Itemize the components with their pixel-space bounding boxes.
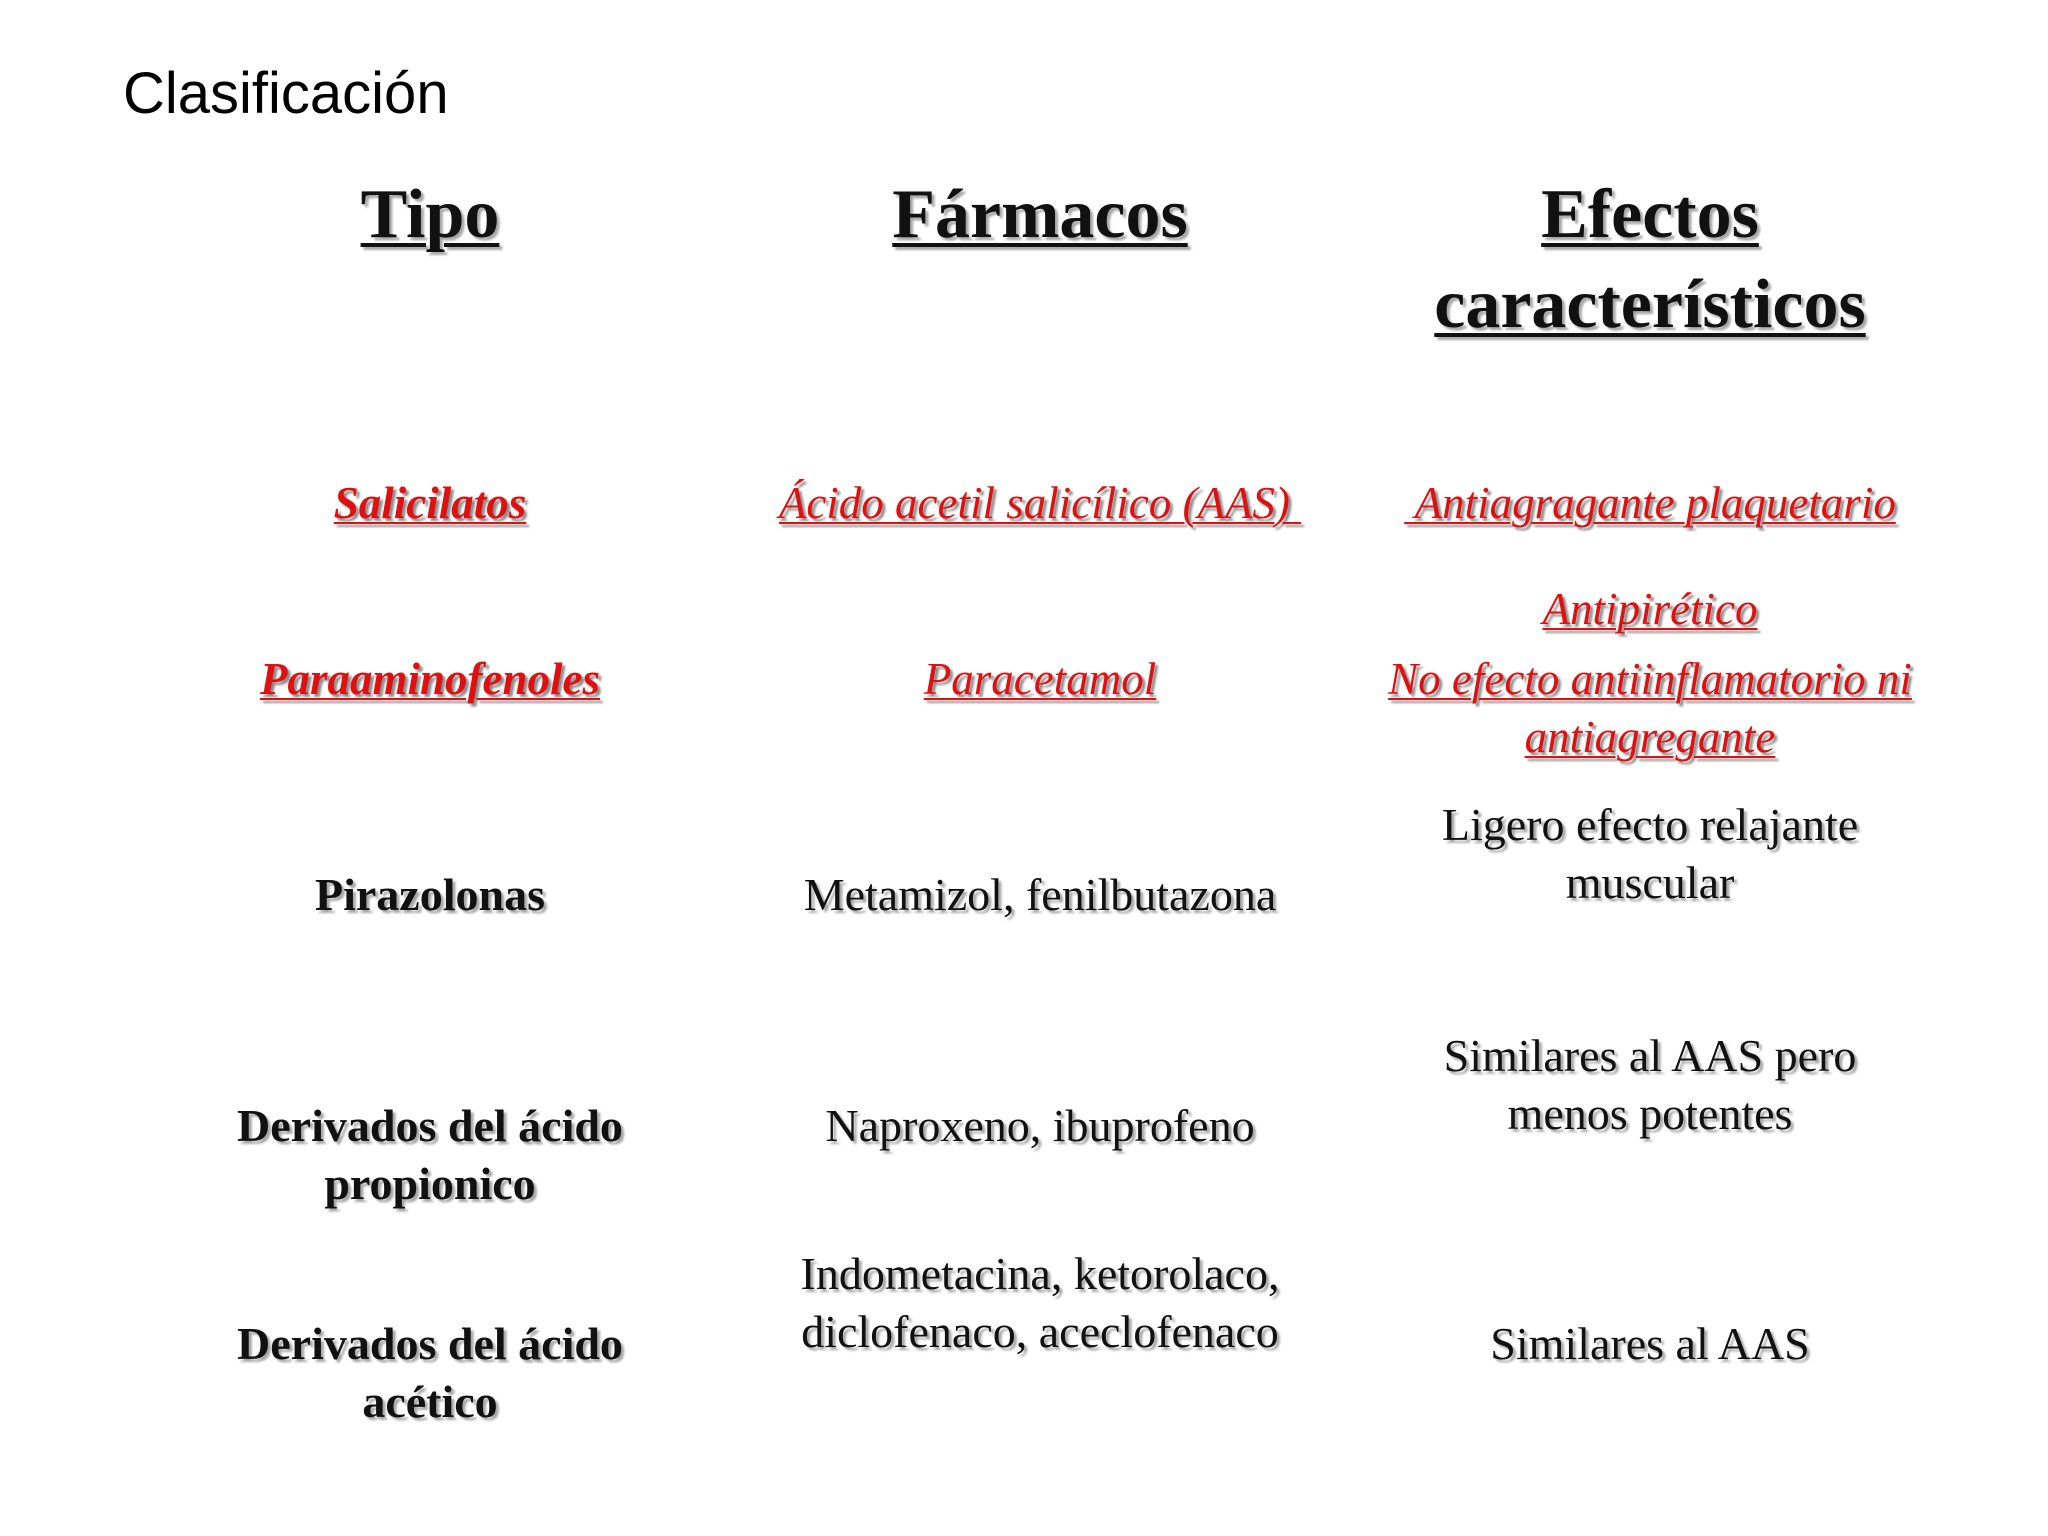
row-acetico-efectos: Similares al AAS [1490, 1318, 1810, 1369]
efecto-line: menos potentes [1507, 1088, 1793, 1139]
farmaco-line: Indometacina, ketorolaco, [800, 1248, 1280, 1299]
tipo-line: Derivados del ácido [237, 1318, 623, 1369]
efecto-no-antiinflamatorio: No efecto antiinflamatorio ni [1388, 654, 1912, 704]
row-paraaminofenoles-efectos [1360, 580, 1940, 766]
row-salicilatos-farmacos: Ácido acetil salicílico (AAS) [778, 478, 1302, 528]
row-acetico-tipo [130, 1315, 730, 1431]
header-tipo: Tipo [360, 176, 500, 253]
efecto-line: Similares al AAS pero [1443, 1030, 1857, 1081]
header-efectos-line1: Efectos [1541, 176, 1759, 253]
efecto-line: muscular [1565, 857, 1735, 908]
row-acetico-farmacos [740, 1245, 1340, 1361]
header-efectos [1360, 170, 1940, 350]
row-pirazolonas-efectos [1360, 796, 1940, 912]
header-efectos-line2: característicos [1434, 266, 1866, 343]
tipo-line: propionico [324, 1158, 536, 1209]
row-pirazolonas-farmacos: Metamizol, fenilbutazona [803, 869, 1277, 920]
slide-title: Clasificación [123, 61, 449, 126]
row-paraaminofenoles-tipo: Paraaminofenoles [259, 654, 600, 704]
tipo-line: Derivados del ácido [237, 1100, 623, 1151]
efecto-line: Ligero efecto relajante [1441, 799, 1859, 850]
tipo-line: acético [362, 1376, 498, 1427]
row-pirazolonas-tipo: Pirazolonas [315, 869, 545, 920]
efecto-antiagregante: antiagregante [1524, 712, 1776, 762]
row-salicilatos-efectos: Antiagragante plaquetario [1404, 478, 1896, 528]
header-farmacos: Fármacos [892, 176, 1188, 253]
row-paraaminofenoles-farmacos: Paracetamol [923, 654, 1157, 704]
row-propionico-efectos [1360, 1027, 1940, 1143]
row-propionico-farmacos: Naproxeno, ibuprofeno [825, 1100, 1255, 1151]
efecto-antipiretico: Antipirético [1542, 584, 1758, 634]
farmaco-line: diclofenaco, aceclofenaco [801, 1306, 1279, 1357]
row-salicilatos-tipo: Salicilatos [333, 478, 527, 528]
row-propionico-tipo [130, 1097, 730, 1213]
